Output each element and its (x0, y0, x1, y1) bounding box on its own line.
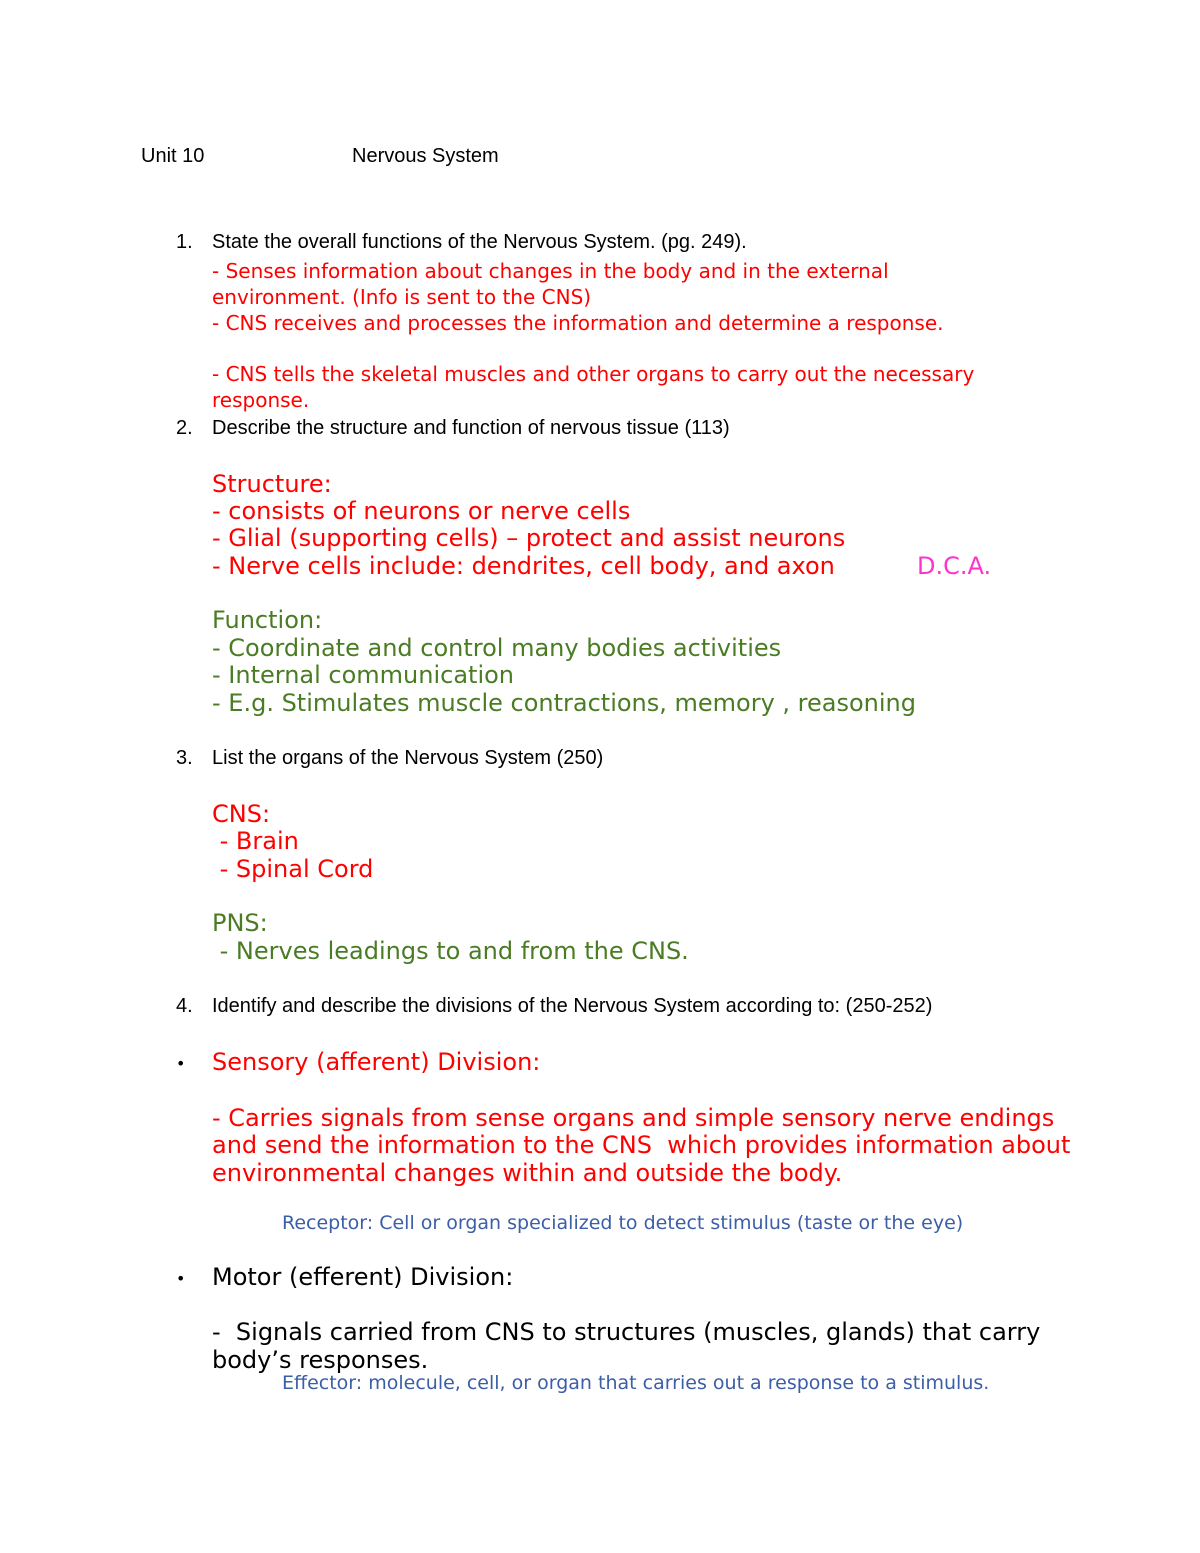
function-heading: Function: (212, 606, 323, 634)
sensory-line: - Carries signals from sense organs and simple sensory nerve endings (212, 1104, 1055, 1132)
function-item: - E.g. Stimulates muscle contractions, memory , reasoning (212, 689, 917, 717)
document-title: Nervous System (352, 145, 499, 167)
receptor-note: Receptor: Cell or organ specialized to detect stimulus (taste or the eye) (282, 1212, 964, 1234)
sensory-heading: Sensory (afferent) Division: (212, 1048, 541, 1076)
motor-line: body’s responses. (212, 1346, 429, 1374)
structure-item: - Glial (supporting cells) – protect and assist neurons (212, 524, 846, 552)
motor-line: - Signals carried from CNS to structures (muscles, glands) that carry (212, 1318, 1041, 1346)
function-item: - Coordinate and control many bodies activities (212, 634, 782, 662)
cns-heading: CNS: (212, 800, 271, 828)
bullet-motor: • (176, 1269, 186, 1288)
q3-number: 3. (176, 747, 193, 769)
q1-question: State the overall functions of the Nervous System. (pg. 249). (212, 231, 747, 253)
q2-question: Describe the structure and function of nervous tissue (113) (212, 417, 730, 439)
sensory-line: environmental changes within and outside the body. (212, 1159, 843, 1187)
q1-answer-line: - CNS tells the skeletal muscles and other organs to carry out the necessary (212, 362, 975, 386)
pns-heading: PNS: (212, 909, 268, 937)
structure-item: - consists of neurons or nerve cells (212, 497, 631, 525)
sensory-line: and send the information to the CNS which provides information about (212, 1131, 1071, 1159)
q4-question: Identify and describe the divisions of the Nervous System according to: (250-252) (212, 995, 933, 1017)
q1-answer-line: - CNS receives and processes the information and determine a response. (212, 311, 944, 335)
q4-number: 4. (176, 995, 193, 1017)
motor-heading: Motor (efferent) Division: (212, 1263, 514, 1291)
bullet-sensory: • (176, 1054, 186, 1073)
structure-item: - Nerve cells include: dendrites, cell body, and axon (212, 552, 835, 580)
unit-label: Unit 10 (141, 145, 205, 167)
pns-item: - Nerves leadings to and from the CNS. (212, 937, 689, 965)
q1-answer-line: - Senses information about changes in the body and in the external (212, 259, 889, 283)
cns-item: - Brain (212, 827, 299, 855)
q1-answer-line: environment. (Info is sent to the CNS) (212, 285, 592, 309)
function-item: - Internal communication (212, 661, 515, 689)
q1-number: 1. (176, 231, 193, 253)
q2-number: 2. (176, 417, 193, 439)
effector-note: Effector: molecule, cell, or organ that carries out a response to a stimulus. (282, 1372, 990, 1394)
structure-heading: Structure: (212, 470, 332, 498)
cns-item: - Spinal Cord (212, 855, 374, 883)
mnemonic-note: D.C.A. (917, 552, 992, 580)
q3-question: List the organs of the Nervous System (250) (212, 747, 604, 769)
q1-answer-line: response. (212, 388, 310, 412)
